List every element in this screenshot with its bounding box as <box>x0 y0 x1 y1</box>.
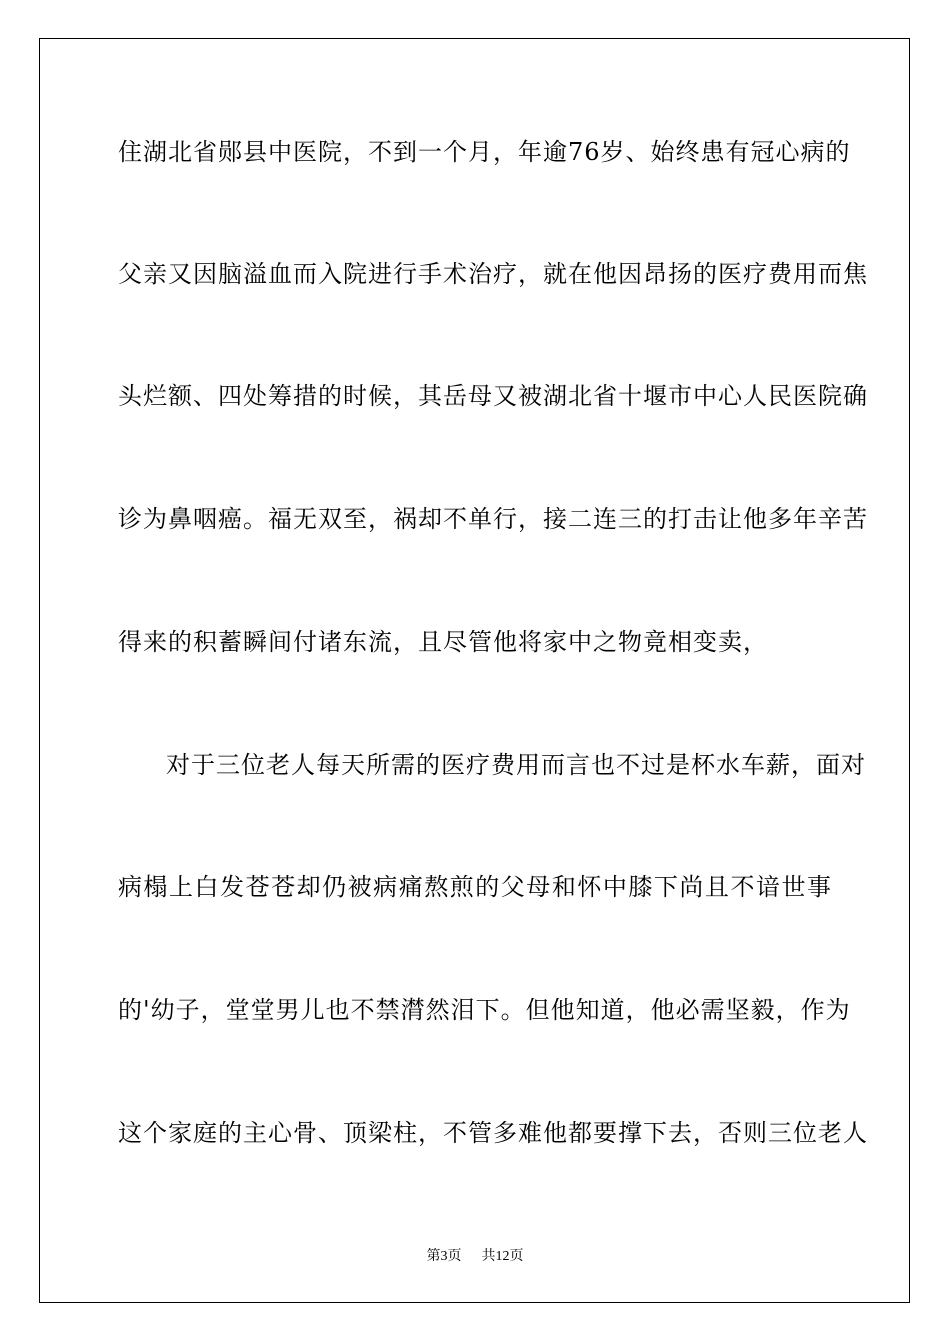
page-total: 共12页 <box>481 1249 524 1264</box>
text-line: 这个家庭的主心骨、顶梁柱，不管多难他都要撑下去，否则三位老人 <box>118 1119 868 1147</box>
page-number: 第3页 <box>426 1249 462 1264</box>
text-line: 住湖北省郧县中医院，不到一个月，年逾76岁、始终患有冠心病的 <box>118 138 851 166</box>
text-line: 诊为鼻咽癌。福无双至，祸却不单行，接二连三的打击让他多年辛苦 <box>118 505 868 533</box>
text-line: 头烂额、四处筹措的时候，其岳母又被湖北省十堰市中心人民医院确 <box>118 382 868 410</box>
text-line: 得来的积蓄瞬间付诸东流，且尽管他将家中之物竟相变卖， <box>118 628 768 656</box>
text-line: 病榻上白发苍苍却仍被病痛熬煎的父母和怀中膝下尚且不谙世事 <box>118 873 832 901</box>
paragraph-first-line: 对于三位老人每天所需的医疗费用而言也不过是杯水车薪，面对 <box>166 751 866 779</box>
page-border <box>39 38 910 1303</box>
page-footer <box>0 1248 950 1266</box>
text-line: 父亲又因脑溢血而入院进行手术治疗，就在他因昂扬的医疗费用而焦 <box>118 260 868 288</box>
text-line: 的'幼子，堂堂男儿也不禁潸然泪下。但他知道，他必需坚毅，作为 <box>118 996 851 1024</box>
